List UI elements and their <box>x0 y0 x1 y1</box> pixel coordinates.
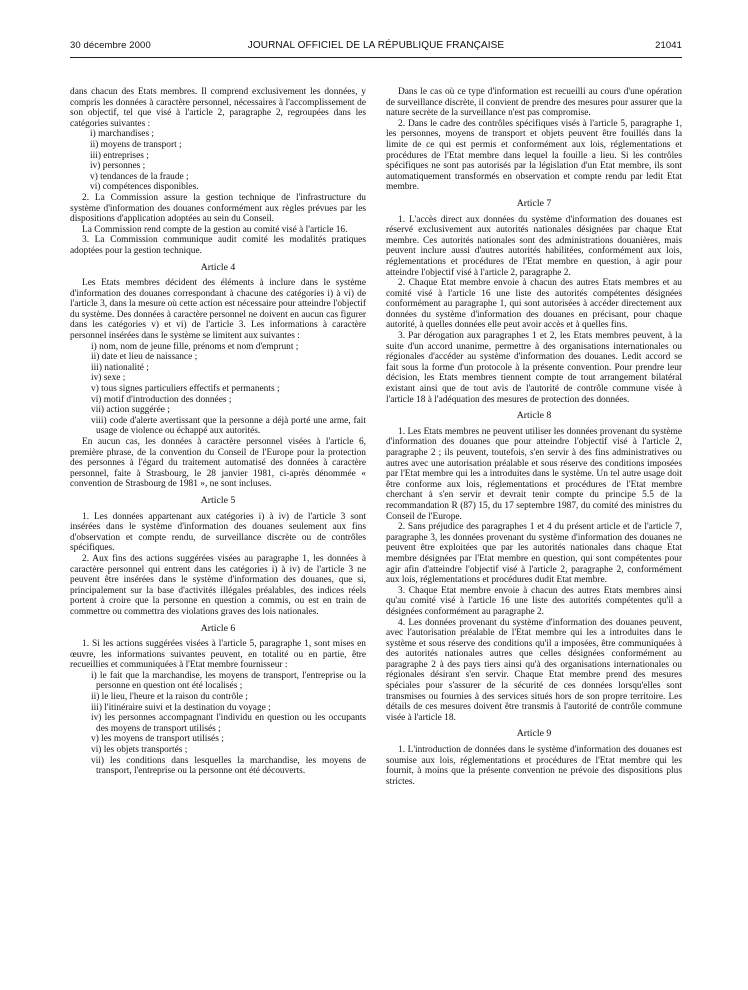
article-4-heading: Article 4 <box>200 261 236 273</box>
article-9-heading: Article 9 <box>516 728 552 740</box>
article-5-heading: Article 5 <box>200 494 236 506</box>
paragraph: En aucun cas, les données à caractère personnel visées à l'article 6, première phrase, de la convention du Conseil de l'Europe pour la protection des personnes à l'égard du traitement automatisé des données à caractère personnel, faite à Strasbourg, le 28 janvier 1981, ci-après dénommée « convention de Strasbourg de 1981 », ne sont incluses. <box>70 437 366 490</box>
list-item: i) le fait que la marchandise, les moyens de transport, l'entreprise ou la personne en question ont été localisés ; <box>91 670 366 692</box>
paragraph: 2. Chaque Etat membre envoie à chacun des autres Etats membres et au comité visé à l'article 16 une liste des autorités compétentes désignées conformément au paragraphe 1, qui sont autorisées à accéder directement aux données du système d'information des douanes en précisant, pour chaque autorité, à quelles données elle peut avoir accès et à quelles fins. <box>386 278 682 331</box>
paragraph: Les Etats membres décident des éléments à inclure dans le système d'information des douanes correspondant à chacune des catégories i) à vi) de l'article 3, dans la mesure où cette action est nécessaire pour atteindre l'objectif du système. Des données à caractère personnel ne doivent en aucun cas figurer dans les catégories v) et vi) de l'article 3. Les informations à caractère personnel insérées dans le système se limitent aux suivantes : <box>70 278 366 342</box>
paragraph: 1. L'introduction de données dans le système d'information des douanes est soumise aux lois, réglementations et procédures de l'Etat membre qui les fournit, à moins que la présente convention ne prévoie des dispositions plus strictes. <box>386 745 682 787</box>
paragraph: dans chacun des Etats membres. Il comprend exclusivement les données, y compris les données à caractère personnel, nécessaires à l'accomplissement de son objectif, tel que visé à l'article 2, paragraphe 2, regroupées dans les catégories suivantes : <box>70 87 366 129</box>
paragraph: 1. Si les actions suggérées visées à l'article 5, paragraphe 1, sont mises en œuvre, les informations suivantes peuvent, en totalité ou en partie, être recueillies et communiquées à l'Etat membre fournisseur : <box>70 639 366 671</box>
paragraph: 1. Les Etats membres ne peuvent utiliser les données provenant du système d'information des douanes que pour atteindre l'objectif visé à l'article 2, paragraphe 2 ; ils peuvent, toutefois, s'en servir à des fins administratives ou autres avec une autorisation préalable et sous réserve des conditions imposées par l'Etat membre qui les a introduites dans le système. Un tel autre usage doit être conforme aux lois, réglementations et procédures de l'Etat membre cherchant à s'en servir et devrait tenir compte du principe 5.5 de la recommandation R (87) 15, du 17 septembre 1987, du comité des ministres du Conseil de l'Europe. <box>386 426 682 522</box>
article-7-heading: Article 7 <box>516 197 552 209</box>
paragraph: 2. La Commission assure la gestion technique de l'infrastructure du système d'information des douanes conformément aux règles prévues par les dispositions d'application adoptées au sein du Conseil. <box>70 192 366 225</box>
list-item: ii) le lieu, l'heure et la raison du contrôle ; <box>91 692 248 703</box>
list-item: iii) nationalité ; <box>91 362 149 373</box>
paragraph: 3. Par dérogation aux paragraphes 1 et 2, les Etats membres peuvent, à la suite d'un accord unanime, permettre à des organisations internationales ou régionales d'accéder au système d'information des douanes. Ledit accord se fait sous la forme d'un protocole à la présente convention. Pour prendre leur décision, les Etats membres tiennent compte de tout arrangement bilatéral existant ainsi que de tout avis de l'autorité de contrôle commune visée à l'article 18 à l'adéquation des mesures de protection des données. <box>386 331 682 405</box>
list-item: vii) action suggérée ; <box>91 405 170 416</box>
page-header <box>70 40 682 54</box>
list-item: iii) l'itinéraire suivi et la destination du voyage ; <box>91 702 271 713</box>
list-item: iv) les personnes accompagnant l'individu en question ou les occupants des moyens de transport utilisés ; <box>91 713 366 734</box>
paragraph: 3. La Commission communique audit comité les modalités pratiques adoptées pour la gestion technique. <box>70 235 366 256</box>
header-date: 30 décembre 2000 <box>70 40 151 51</box>
paragraph: 4. Les données provenant du système d'information des douanes peuvent, avec l'autorisation préalable de l'Etat membre qui les a introduites dans le système et sous réserve des conditions qu'il a imposées, être communiquées à des autorités nationales autres que celles désignées conformément au paragraphe 2 à des pays tiers ainsi qu'à des organisations internationales ou régionales désirant s'en servir. Chaque Etat membre prend des mesures spéciales pour s'assurer de la sécurité de ces données lorsqu'elles sont transmises ou fournies à des services situés hors de son propre territoire. Les détails de ces mesures doivent être transmis à l'autorité de contrôle commune visée à l'article 18. <box>386 617 682 723</box>
category-item: i) marchandises ; <box>90 129 155 140</box>
page-number: 21041 <box>655 40 682 51</box>
list-item: v) tous signes particuliers effectifs et permanents ; <box>91 384 280 395</box>
paragraph: 1. L'accès direct aux données du système d'information des douanes est réservé exclusivement aux autorités nationales désignées par chaque Etat membre. Ces autorités nationales sont des administrations douanières, mais peuvent inclure aussi d'autres autorités habilitées, conformément aux lois, réglementations et procédures de l'Etat membre en question, à agir pour atteindre l'objectif visé à l'article 2, paragraphe 2. <box>386 214 682 278</box>
paragraph: 2. Aux fins des actions suggérées visées au paragraphe 1, les données à caractère personnel qui entrent dans les catégories i) à iv) de l'article 3 ne peuvent être insérées dans le système d'information des douanes, que si, principalement sur la base d'activités illégales préalables, des indices réels portent à croire que la personne en question a commis, ou est en train de commettre ou commettra des violations graves des lois nationales. <box>70 553 366 617</box>
article-8-heading: Article 8 <box>516 410 552 422</box>
right-column <box>386 87 682 787</box>
paragraph: 2. Sans préjudice des paragraphes 1 et 4 du présent article et de l'article 7, paragraphe 3, les données provenant du système d'information des douanes ne peuvent être exploitées que par les autorités nationales dans chaque Etat membre désignées par l'Etat membre en question, qui sont compétentes pour agir afin d'atteindre l'objectif visé à l'article 2, paragraphe 2, conformément aux lois, réglementations et procédures dudit Etat membre. <box>386 522 682 586</box>
list-item: vi) motif d'introduction des données ; <box>91 394 232 405</box>
category-item: iii) entreprises ; <box>90 150 149 161</box>
list-item: v) les moyens de transport utilisés ; <box>91 734 224 745</box>
list-item: iv) sexe ; <box>91 373 126 384</box>
paragraph: 1. Les données appartenant aux catégories i) à iv) de l'article 3 sont insérées dans le système d'information des douanes seulement aux fins d'observation et compte rendu, de surveillance discrète ou de contrôles spécifiques. <box>70 511 366 554</box>
category-item: iv) personnes ; <box>90 161 146 172</box>
paragraph: 3. Chaque Etat membre envoie à chacun des autres Etats membres ainsi qu'au comité visé à l'article 16 une liste des autorités compétentes qu'il a désignées conformément au paragraphe 2. <box>386 585 682 617</box>
category-item: vi) compétences disponibles. <box>90 182 199 193</box>
list-item: vii) les conditions dans lesquelles la marchandise, les moyens de transport, l'entreprise ou la personne ont été découverts. <box>91 755 366 777</box>
journal-title: JOURNAL OFFICIEL DE LA RÉPUBLIQUE FRANÇAISE <box>247 40 505 51</box>
category-item: ii) moyens de transport ; <box>90 139 182 150</box>
left-column <box>70 87 366 777</box>
paragraph: La Commission rend compte de la gestion au comité visé à l'article 16. <box>82 224 348 235</box>
paragraph: Dans le cas où ce type d'information est recueilli au cours d'une opération de surveillance discrète, il convient de prendre des mesures pour assurer que la nature secrète de la surveillance n'est pas compromise. <box>386 87 682 119</box>
header-rule <box>70 57 682 58</box>
list-item: i) nom, nom de jeune fille, prénoms et nom d'emprunt ; <box>91 341 299 352</box>
list-item: ii) date et lieu de naissance ; <box>91 352 198 363</box>
paragraph: 2. Dans le cadre des contrôles spécifiques visés à l'article 5, paragraphe 1, les personnes, moyens de transport et objets peuvent être fouillés dans la limite de ce qui est permis et conformément aux lois, réglementations et procédures de l'Etat membre dans lequel la fouille a lieu. Si les contrôles spécifiques ne sont pas autorisés par la législation d'un Etat membre, ils sont automatiquement transformés en observation et compte rendu par ledit Etat membre. <box>386 118 682 193</box>
category-item: v) tendances de la fraude ; <box>90 171 189 182</box>
list-item: viii) code d'alerte avertissant que la personne a déjà porté une arme, fait usage de violence ou échappé aux autorités. <box>91 415 366 437</box>
article-6-heading: Article 6 <box>200 622 236 634</box>
list-item: vi) les objets transportés ; <box>91 745 188 756</box>
